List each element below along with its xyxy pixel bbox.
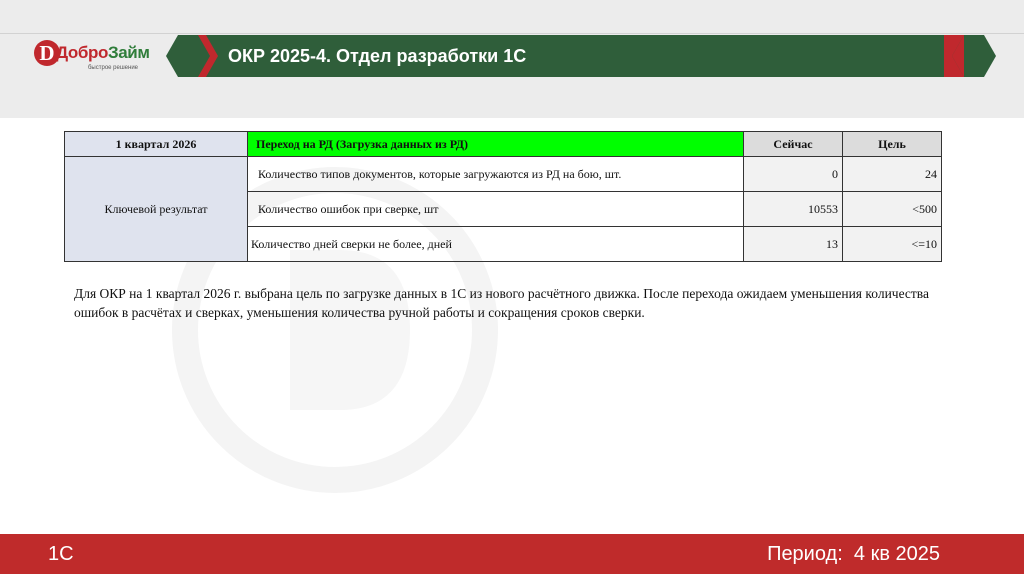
logo-wordmark: ДоброЗайм bbox=[56, 43, 150, 62]
period-label: Период: bbox=[767, 543, 843, 565]
key-result-label: Ключевой результат bbox=[65, 157, 248, 262]
objective-cell: Переход на РД (Загрузка данных из РД) bbox=[248, 132, 744, 157]
page-title: ОКР 2025-4. Отдел разработки 1С bbox=[228, 46, 527, 66]
period-value: 4 кв 2025 bbox=[853, 543, 940, 565]
footer-label: 1С bbox=[48, 543, 74, 565]
value-goal: <=10 bbox=[843, 227, 942, 262]
footer-period bbox=[767, 534, 940, 574]
header-divider bbox=[0, 33, 1024, 34]
title-bar bbox=[166, 35, 996, 77]
column-header-now: Сейчас bbox=[744, 132, 843, 157]
quarter-cell: 1 квартал 2026 bbox=[65, 132, 248, 157]
column-header-goal: Цель bbox=[843, 132, 942, 157]
value-goal: <500 bbox=[843, 192, 942, 227]
metric-cell: Количество дней сверки не более, дней bbox=[248, 227, 744, 262]
metric-cell: Количество ошибок при сверке, шт bbox=[248, 192, 744, 227]
table-header-row bbox=[65, 132, 942, 157]
footer-bar bbox=[0, 534, 1024, 574]
company-logo bbox=[34, 39, 154, 79]
value-now: 0 bbox=[744, 157, 843, 192]
value-goal: 24 bbox=[843, 157, 942, 192]
value-now: 13 bbox=[744, 227, 843, 262]
description-text: Для ОКР на 1 квартал 2026 г. выбрана цель по загрузке данных в 1С из нового расчётного движка. После перехода ожидаем уменьшения количества ошибок в расчётах и сверках, уменьшения количества ручной работы и сокращения сроков сверки. bbox=[74, 286, 929, 320]
okr-table bbox=[64, 131, 942, 262]
metric-cell: Количество типов документов, которые загружаются из РД на бою, шт. bbox=[248, 157, 744, 192]
table-row bbox=[65, 157, 942, 192]
logo-mark-icon: D bbox=[34, 40, 60, 66]
logo-tagline: быстрое решение bbox=[88, 65, 139, 71]
value-now: 10553 bbox=[744, 192, 843, 227]
